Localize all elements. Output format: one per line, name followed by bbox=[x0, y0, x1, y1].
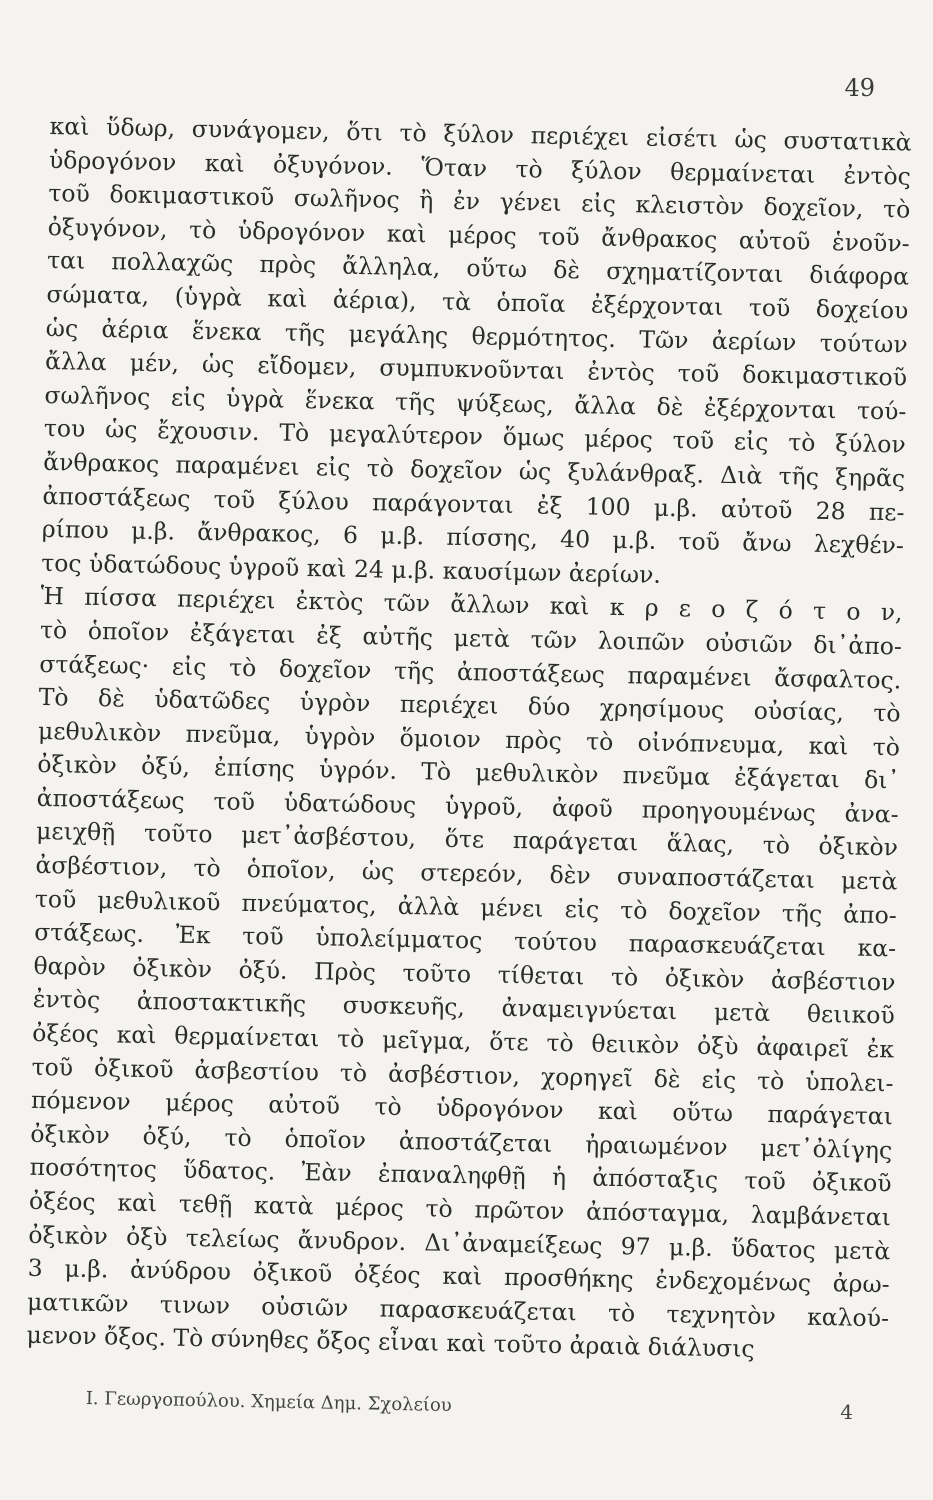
text-line: ται πολλαχῶς πρὸς ἄλληλα, οὕτω δὲ σχηματίζονται διάφορα bbox=[46, 246, 910, 291]
text-line: τοῦ δοκιμαστικοῦ σωλῆνος ἢ ἐν γένει εἰς κλειστὸν δοχεῖον, τὸ bbox=[48, 179, 911, 224]
text-line: τος ὑδατώδους ὑγροῦ καὶ 24 μ.β. καυσίμων ἀερίων. bbox=[41, 548, 662, 589]
text-line: ρίπου μ.β. ἄνθρακος, 6 μ.β. πίσσης, 40 μ.β. τοῦ ἄνω λεχθέν- bbox=[41, 515, 905, 560]
text-line: ἐντὸς ἀποστακτικῆς συσκευῆς, ἀναμειγνύεται μετὰ θειικοῦ bbox=[32, 985, 896, 1030]
text-line: στάξεως. Ἐκ τοῦ ὑπολείμματος τούτου παρασκευάζεται κα- bbox=[33, 918, 897, 963]
text-line: τὸ ὁποῖον ἐξάγεται ἐξ αὐτῆς μετὰ τῶν λοιπῶν οὐσιῶν δι᾽ἀπο- bbox=[39, 615, 903, 661]
text-line: ποσότητος ὕδατος. Ἐὰν ἐπαναληφθῇ ἡ ἀπόσταξις τοῦ ὀξικοῦ bbox=[29, 1153, 892, 1198]
body-text bbox=[26, 110, 912, 1369]
text-line: μεθυλικὸν πνεῦμα, ὑγρὸν ὅμοιον πρὸς τὸ οἰνόπνευμα, καὶ τὸ bbox=[37, 716, 901, 762]
text-line: μενον ὄξος. Τὸ σύνηθες ὄξος εἶναι καὶ τοῦτο ἀραιὰ διάλυσις bbox=[26, 1321, 755, 1364]
text-line: πόμενον μέρος αὐτοῦ τὸ ὑδρογόνον καὶ οὕτω παράγεται bbox=[30, 1086, 894, 1131]
text-line: ἄνθρακος παραμένει εἰς τὸ δοχεῖον ὡς ξυλάνθραξ. Διὰ τῆς ξηρᾶς bbox=[42, 447, 906, 493]
text-line: ὀξυγόνον, τὸ ὑδρογόνον καὶ μέρος τοῦ ἄνθρακος αὐτοῦ ἑνοῦν- bbox=[47, 212, 910, 258]
text-line: ὑδρογόνον καὶ ὀξυγόνον. Ὅταν τὸ ξύλον θερμαίνεται ἐντὸς bbox=[48, 145, 912, 191]
text-line: 3 μ.β. ἀνύδρου ὀξικοῦ ὀξέος καὶ προσθήκης ἐνδεχομένως ἀρω- bbox=[27, 1253, 890, 1299]
text-line: ὡς ἀέρια ἕνεκα τῆς μεγάλης θερμότητος. Τῶν ἀερίων τούτων bbox=[45, 313, 908, 359]
text-line: ἀποστάξεως τοῦ ὑδατώδους ὑγροῦ, ἀφοῦ προηγουμένως ἀνα- bbox=[36, 783, 899, 829]
footer-author: Ι. Γεωργοπούλου. Χημεία Δημ. Σχολείου bbox=[85, 1388, 452, 1417]
text-line: ἄλλα μέν, ὡς εἴδομεν, συμπυκνοῦνται ἐντὸς τοῦ δοκιμαστικοῦ bbox=[44, 347, 908, 392]
text-line: θαρὸν ὀξικὸν ὀξύ. Πρὸς τοῦτο τίθεται τὸ ὀξικὸν ἀσβέστιον bbox=[33, 951, 896, 997]
text-line: καὶ ὕδωρ, συνάγομεν, ὅτι τὸ ξύλον περιέχει εἰσέτι ὡς συστατικὰ bbox=[49, 111, 912, 157]
text-line: ὀξέος καὶ τεθῇ κατὰ μέρος τὸ πρῶτον ἀπόσταγμα, λαμβάνεται bbox=[28, 1186, 892, 1232]
text-line: ὀξικὸν ὀξύ, ἐπίσης ὑγρόν. Τὸ μεθυλικὸν πνεῦμα ἐξάγεται δι᾽ bbox=[37, 750, 900, 795]
text-line: ὀξικὸν ὀξὺ τελείως ἄνυδρον. Δι᾽ἀναμείξεως 97 μ.β. ὕδατος μετὰ bbox=[28, 1220, 891, 1265]
text-line: μειχθῇ τοῦτο μετ᾽ἀσβέστου, ὅτε παράγεται ἅλας, τὸ ὀξικὸν bbox=[35, 817, 899, 862]
text-line: τοῦ μεθυλικοῦ πνεύματος, ἀλλὰ μένει εἰς τὸ δοχεῖον τῆς ἀπο- bbox=[34, 884, 897, 930]
text-line: Τὸ δὲ ὑδατῶδες ὑγρὸν περιέχει δύο χρησίμους οὐσίας, τὸ bbox=[38, 682, 901, 728]
text-line: στάξεως· εἰς τὸ δοχεῖον τῆς ἀποστάξεως παραμένει ἄσφαλτος. bbox=[39, 649, 902, 694]
text-line: ὀξέος καὶ θερμαίνεται τὸ μεῖγμα, ὅτε τὸ θειικὸν ὀξὺ ἀφαιρεῖ ἐκ bbox=[32, 1018, 895, 1064]
text-line: ματικῶν τινων οὐσιῶν παρασκευάζεται τὸ τεχνητὸν καλού- bbox=[26, 1287, 890, 1333]
text-line: σωλῆνος εἰς ὑγρὰ ἕνεκα τῆς ψύξεως, ἄλλα δὲ ἐξέρχονται τού- bbox=[44, 380, 907, 426]
text-line: Ἡ πίσσα περιέχει ἐκτὸς τῶν ἄλλων καὶ κ ρ ε ο ζ ό τ ο ν, bbox=[40, 582, 903, 627]
page-number: 49 bbox=[844, 74, 875, 102]
text-line: ἀποστάξεως τοῦ ξύλου παράγονται ἐξ 100 μ.β. αὐτοῦ 28 πε- bbox=[42, 481, 905, 527]
text-line: τοῦ ὀξικοῦ ἀσβεστίου τὸ ἀσβέστιον, χορηγεῖ δὲ εἰς τὸ ὑπολει- bbox=[31, 1052, 894, 1097]
text-line: ὀξικὸν ὀξύ, τὸ ὁποῖον ἀποστάζεται ἠραιωμένον μετ᾽ὀλίγης bbox=[30, 1119, 893, 1165]
printer-signature: 4 bbox=[840, 1400, 853, 1424]
text-line: του ὡς ἔχουσιν. Τὸ μεγαλύτερον ὅμως μέρος τοῦ εἰς τὸ ξύλον bbox=[43, 414, 906, 459]
text-line: ἀσβέστιον, τὸ ὁποῖον, ὡς στερεόν, δὲν συναποστάζεται μετὰ bbox=[35, 850, 898, 896]
text-line: σώματα, (ὑγρὰ καὶ ἀέρια), τὰ ὁποῖα ἐξέρχονται τοῦ δοχείου bbox=[46, 279, 909, 325]
